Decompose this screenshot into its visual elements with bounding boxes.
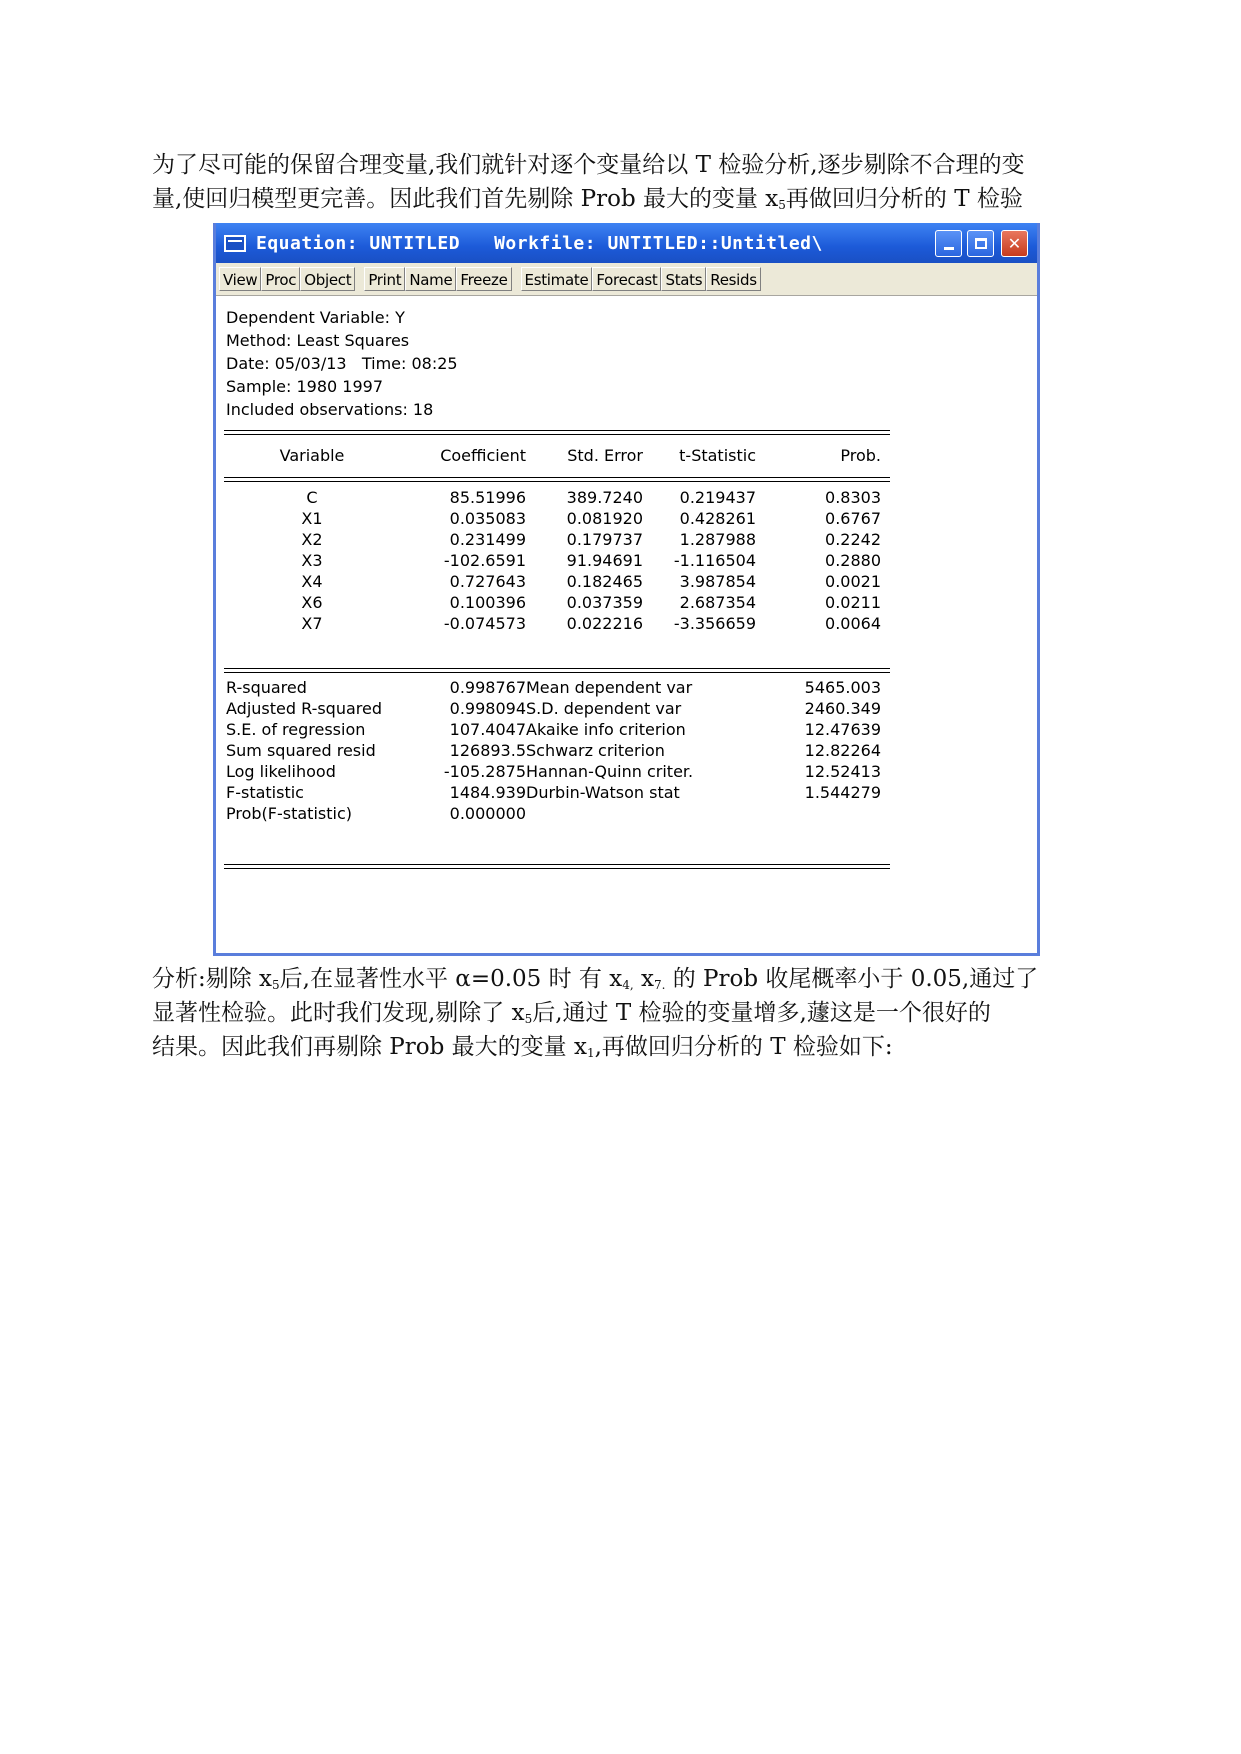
prob-cell: 0.6767 xyxy=(825,509,881,528)
intro-line-1: 为了尽可能的保留合理变量,我们就针对逐个变量给以 T 检验分析,逐步剔除不合理的变 xyxy=(152,152,1025,178)
window-title: Equation: UNTITLED Workfile: UNTITLED::Untitled\ xyxy=(256,232,823,254)
stat-value: 2460.349 xyxy=(804,699,881,718)
subscript: 5 xyxy=(778,198,786,212)
maximize-icon xyxy=(975,238,987,249)
stat-label: F-statistic xyxy=(226,783,304,802)
stat-value: 5465.003 xyxy=(804,678,881,697)
stat-label: Sum squared resid xyxy=(226,741,376,760)
stat-label: Schwarz criterion xyxy=(526,741,665,760)
stat-value: 1484.939 xyxy=(449,783,526,802)
minimize-button[interactable] xyxy=(935,230,962,257)
table-rule xyxy=(224,430,890,435)
date-time: Date: 05/03/13 Time: 08:25 xyxy=(226,354,458,373)
t-statistic-cell: 1.287988 xyxy=(679,530,756,549)
variable-cell: X6 xyxy=(301,593,323,612)
freeze-button[interactable]: Freeze xyxy=(456,267,511,291)
minimize-icon xyxy=(944,247,954,250)
analysis-text: 分析:剔除 x xyxy=(152,966,273,992)
t-statistic-cell: 0.219437 xyxy=(679,488,756,507)
std-error-cell: 0.081920 xyxy=(566,509,643,528)
variable-cell: X7 xyxy=(301,614,323,633)
t-statistic-cell: 0.428261 xyxy=(679,509,756,528)
object-button[interactable]: Object xyxy=(300,267,355,291)
stat-label: S.D. dependent var xyxy=(526,699,682,718)
variable-cell: X1 xyxy=(301,509,323,528)
print-button[interactable]: Print xyxy=(364,267,405,291)
std-error-cell: 91.94691 xyxy=(566,551,643,570)
prob-cell: 0.0021 xyxy=(825,572,881,591)
intro-line-2b: 再做回归分析的 T 检验 xyxy=(785,186,1023,212)
intro-line-2a: 量,使回归模型更完善。因此我们首先剔除 Prob 最大的变量 x xyxy=(152,186,779,212)
std-error-cell: 0.022216 xyxy=(566,614,643,633)
coefficient-cell: 0.231499 xyxy=(449,530,526,549)
std-error-cell: 0.182465 xyxy=(566,572,643,591)
name-button[interactable]: Name xyxy=(405,267,456,291)
estimate-button[interactable]: Estimate xyxy=(521,267,593,291)
stat-label: Adjusted R-squared xyxy=(226,699,383,718)
prob-cell: 0.8303 xyxy=(825,488,881,507)
stat-value: 12.82264 xyxy=(804,741,881,760)
table-rule xyxy=(224,477,890,482)
analysis-text: 结果。因此我们再剔除 Prob 最大的变量 x xyxy=(152,1034,587,1060)
column-header: Prob. xyxy=(840,446,881,465)
stat-value: 1.544279 xyxy=(804,783,881,802)
t-statistic-cell: 3.987854 xyxy=(679,572,756,591)
analysis-text: 显著性检验。此时我们发现,剔除了 x xyxy=(152,1000,525,1026)
maximize-button[interactable] xyxy=(967,230,994,257)
subscript: 1 xyxy=(586,1046,595,1060)
prob-cell: 0.2880 xyxy=(825,551,881,570)
dependent-variable: Dependent Variable: Y xyxy=(226,308,405,327)
equation-window xyxy=(213,223,1040,956)
stat-label: Durbin-Watson stat xyxy=(526,783,680,802)
t-statistic-cell: -3.356659 xyxy=(673,614,756,633)
stat-value: 12.52413 xyxy=(804,762,881,781)
variable-cell: X4 xyxy=(301,572,323,591)
variable-cell: C xyxy=(306,488,318,507)
stat-label: Prob(F-statistic) xyxy=(226,804,352,823)
window-title-bar[interactable] xyxy=(216,223,1037,263)
table-rule xyxy=(224,668,890,673)
coefficient-cell: -102.6591 xyxy=(443,551,526,570)
view-button[interactable]: View xyxy=(219,267,261,291)
close-icon: ✕ xyxy=(1007,234,1022,253)
analysis-text: 的 Prob 收尾概率小于 0.05,通过了 xyxy=(665,966,1039,992)
method: Method: Least Squares xyxy=(226,331,410,350)
intro-paragraph xyxy=(152,148,1114,216)
std-error-cell: 0.179737 xyxy=(566,530,643,549)
stats-button[interactable]: Stats xyxy=(661,267,706,291)
coefficient-cell: -0.074573 xyxy=(443,614,526,633)
stat-value: 0.000000 xyxy=(449,804,526,823)
column-header: Coefficient xyxy=(440,446,526,465)
included-observations: Included observations: 18 xyxy=(226,400,434,419)
table-rule xyxy=(224,864,890,869)
stat-value: 0.998767 xyxy=(449,678,526,697)
subscript: 5 xyxy=(272,978,280,992)
analysis-text: 后,通过 T 检验的变量增多,蘧这是一个很好的 xyxy=(532,1000,991,1026)
stat-label: Mean dependent var xyxy=(526,678,693,697)
column-header: Variable xyxy=(279,446,345,465)
std-error-cell: 389.7240 xyxy=(566,488,643,507)
coefficient-cell: 0.035083 xyxy=(449,509,526,528)
stat-label: S.E. of regression xyxy=(226,720,366,739)
coefficient-cell: 0.727643 xyxy=(449,572,526,591)
window-app-icon[interactable] xyxy=(224,235,246,252)
coefficient-cell: 0.100396 xyxy=(449,593,526,612)
analysis-text: 后,在显著性水平 α=0.05 时 有 x xyxy=(279,966,623,992)
column-header: Std. Error xyxy=(567,446,643,465)
analysis-text: ,再做回归分析的 T 检验如下: xyxy=(594,1034,893,1060)
stat-value: 0.998094 xyxy=(449,699,526,718)
stat-label: Akaike info criterion xyxy=(526,720,686,739)
sample: Sample: 1980 1997 xyxy=(226,377,383,396)
resids-button[interactable]: Resids xyxy=(706,267,761,291)
subscript: 4, xyxy=(622,978,634,992)
close-button[interactable] xyxy=(1001,230,1028,257)
stat-value: 126893.5 xyxy=(449,741,526,760)
t-statistic-cell: -1.116504 xyxy=(673,551,756,570)
variable-cell: X2 xyxy=(301,530,323,549)
std-error-cell: 0.037359 xyxy=(566,593,643,612)
prob-cell: 0.0211 xyxy=(825,593,881,612)
stat-value: 12.47639 xyxy=(804,720,881,739)
proc-button[interactable]: Proc xyxy=(261,267,300,291)
stat-label: R-squared xyxy=(226,678,307,697)
subscript: 7. xyxy=(653,978,666,992)
analysis-paragraph xyxy=(152,962,1114,1064)
forecast-button[interactable]: Forecast xyxy=(592,267,661,291)
subscript: 5 xyxy=(524,1012,533,1026)
stat-label: Log likelihood xyxy=(226,762,336,781)
stat-label: Hannan-Quinn criter. xyxy=(526,762,694,781)
analysis-text: x xyxy=(633,966,654,992)
prob-cell: 0.2242 xyxy=(825,530,881,549)
t-statistic-cell: 2.687354 xyxy=(679,593,756,612)
variable-cell: X3 xyxy=(301,551,323,570)
stat-value: 107.4047 xyxy=(449,720,526,739)
stat-value: -105.2875 xyxy=(443,762,526,781)
prob-cell: 0.0064 xyxy=(825,614,881,633)
coefficient-cell: 85.51996 xyxy=(449,488,526,507)
column-header: t-Statistic xyxy=(679,446,756,465)
equation-toolbar xyxy=(216,263,1037,296)
